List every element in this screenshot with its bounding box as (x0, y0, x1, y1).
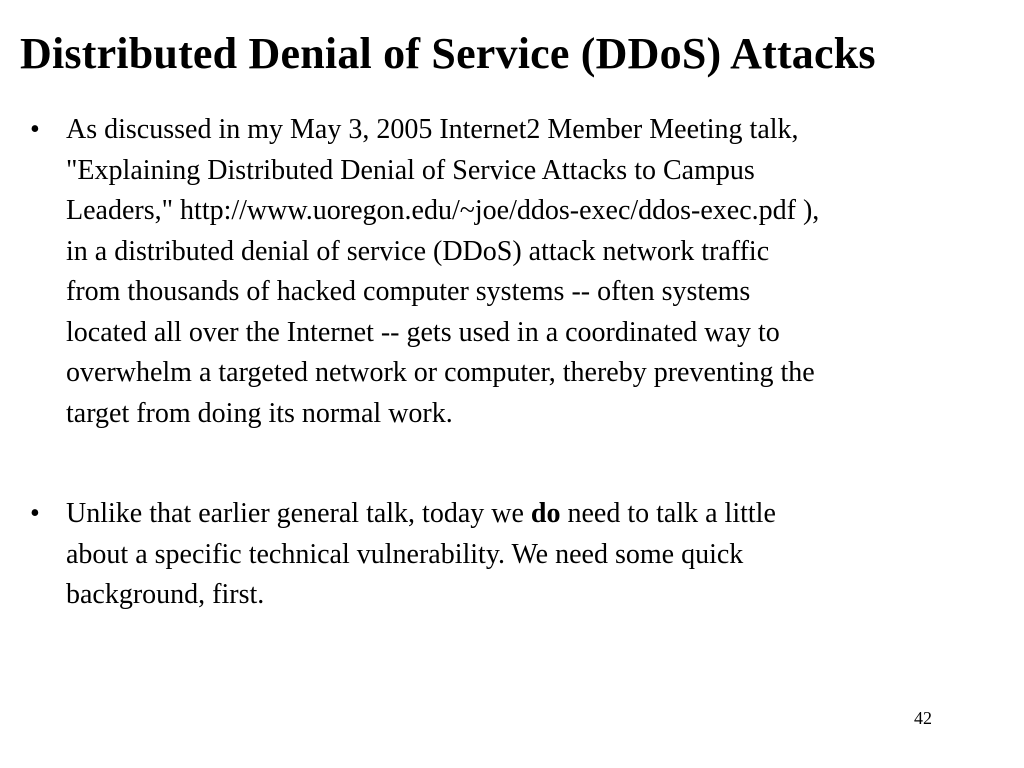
text-line: Leaders," http://www.uoregon.edu/~joe/ddos-exec/ddos-exec.pdf ), (66, 195, 820, 226)
text-line: target from doing its normal work. (66, 397, 453, 429)
text-line: about a specific technical vulnerability. We need some quick (66, 538, 744, 570)
bullet-marker-icon: • (30, 498, 40, 529)
text-line (66, 494, 996, 535)
text-line: in a distributed denial of service (DDoS) attack network traffic (66, 235, 770, 267)
text-line: "Explaining Distributed Denial of Service Attacks to Campus (66, 154, 755, 186)
text-segment: need to talk a little (560, 498, 776, 529)
emphasis-text: do (530, 498, 561, 529)
text-line: background, first. (66, 579, 265, 610)
text-segment: Unlike that earlier general talk, today we (66, 498, 531, 529)
text-line: located all over the Internet -- gets used in a coordinated way to (66, 316, 780, 348)
bullet-marker-icon: • (30, 114, 40, 145)
text-line: from thousands of hacked computer systems -- often systems (66, 276, 751, 307)
slide-title: Distributed Denial of Service (DDoS) Attacks (20, 29, 876, 78)
text-line: As discussed in my May 3, 2005 Internet2 Member Meeting talk, (66, 114, 799, 145)
text-line: overwhelm a targeted network or computer, thereby preventing the (66, 357, 815, 388)
bullet-text (66, 110, 996, 434)
bullet-text (66, 494, 996, 616)
slide-number: 42 (914, 708, 932, 728)
